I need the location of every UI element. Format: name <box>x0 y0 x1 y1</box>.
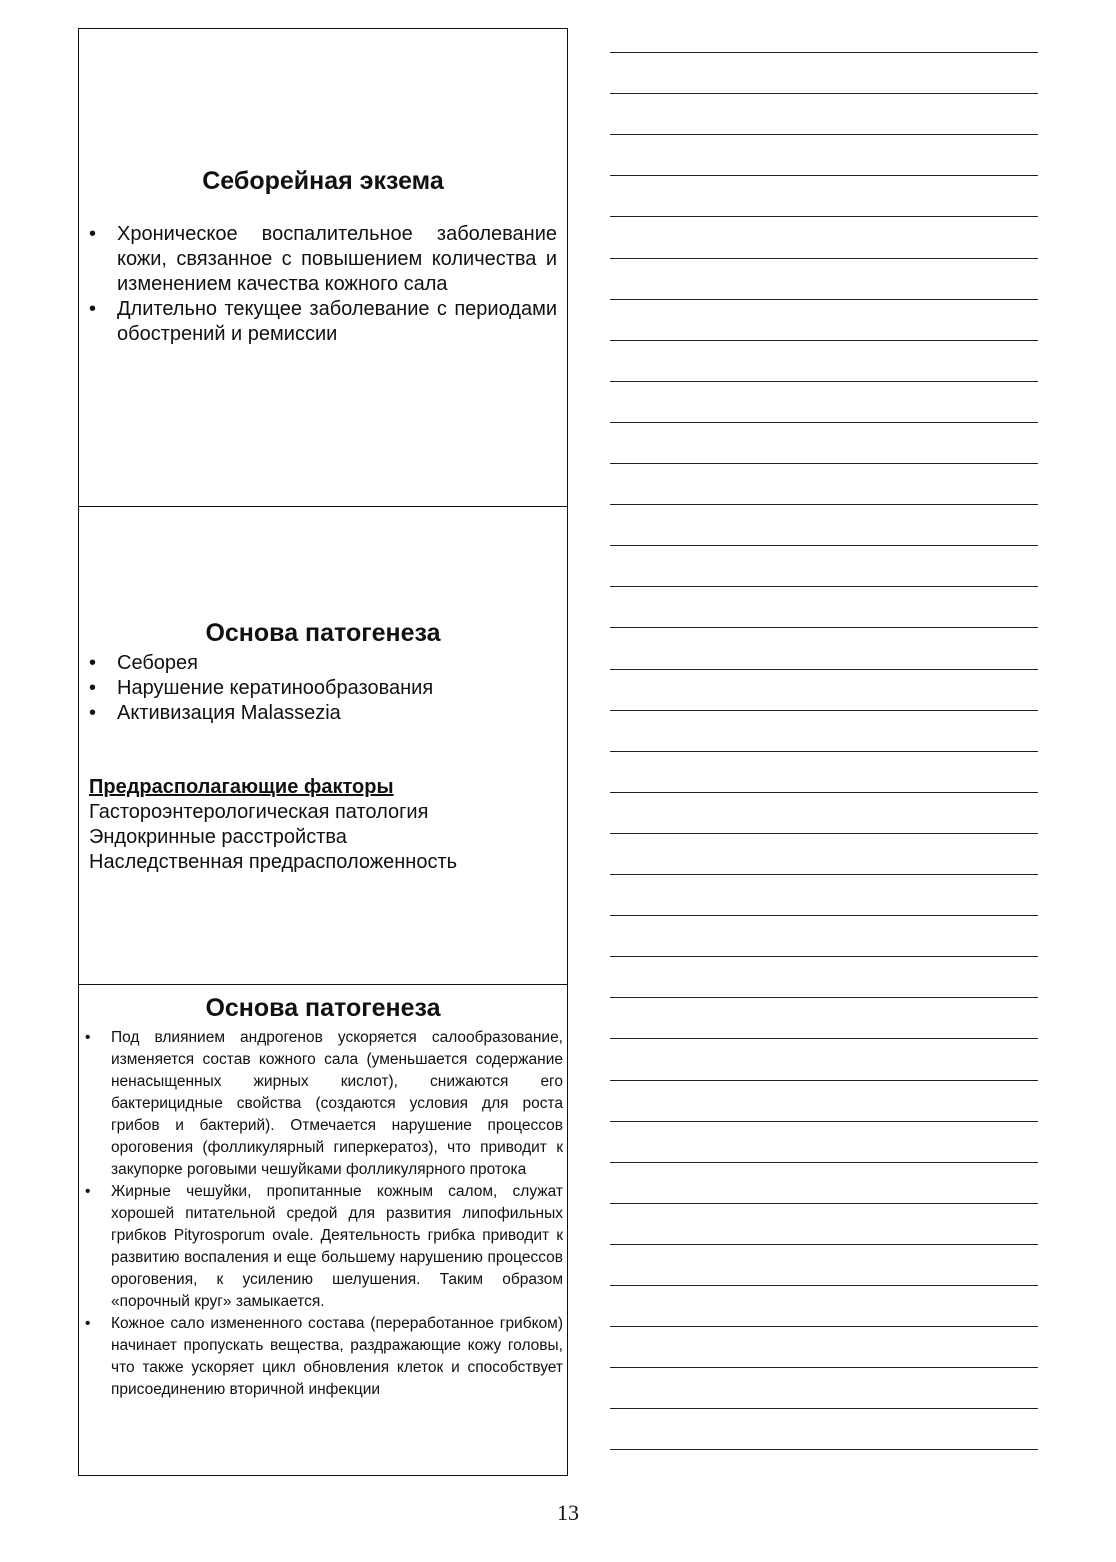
note-line <box>610 1203 1038 1204</box>
bullet-item: • Нарушение кератинообразования <box>89 676 557 701</box>
note-line <box>610 1162 1038 1163</box>
slide-title: Основа патогенеза <box>205 994 441 1022</box>
factor-item: Эндокринные расстройства <box>89 826 347 848</box>
note-line <box>610 299 1038 300</box>
note-line <box>610 134 1038 135</box>
page-number: 13 <box>557 1500 579 1525</box>
factor-item: Гастороэнтерологическая патология <box>89 801 429 823</box>
slides-column <box>78 28 568 1476</box>
note-line <box>610 463 1038 464</box>
note-line <box>610 997 1038 998</box>
note-line <box>610 93 1038 94</box>
bullet-item: • Жирные чешуйки, пропитанные кожным салом, служат хорошей питательной средой для развития липофильных грибков Pityrosporum ovale. Деятельность грибка приводит к развитию воспаления и еще большему нарушению процессов ороговения, к усилению шелушения. Таким образом «порочный круг» замыкается. <box>83 1181 563 1313</box>
bullet-list <box>89 651 557 726</box>
note-line <box>610 1367 1038 1368</box>
bullet-list <box>89 222 557 347</box>
bullet-item: • Длительно текущее заболевание с периодами обострений и ремиссии <box>89 297 557 347</box>
note-line <box>610 1285 1038 1286</box>
note-line <box>610 340 1038 341</box>
note-line <box>610 1449 1038 1450</box>
slide-pathogenesis-basis <box>79 507 567 985</box>
note-line <box>610 874 1038 875</box>
note-line <box>610 586 1038 587</box>
slide-title: Себорейная экзема <box>202 167 444 195</box>
note-line <box>610 216 1038 217</box>
note-line <box>610 669 1038 670</box>
note-line <box>610 422 1038 423</box>
bullet-item: • Себорея <box>89 651 557 676</box>
note-line <box>610 1326 1038 1327</box>
note-line <box>610 1080 1038 1081</box>
note-line <box>610 258 1038 259</box>
factors-heading: Предрасполагающие факторы <box>89 776 394 798</box>
bullet-list <box>79 1027 567 1401</box>
note-line <box>610 627 1038 628</box>
slide-seborrheic-eczema <box>79 29 567 507</box>
note-line <box>610 833 1038 834</box>
note-line <box>610 52 1038 53</box>
note-line <box>610 1408 1038 1409</box>
factor-item: Наследственная предрасположенность <box>89 851 458 873</box>
note-line <box>610 1038 1038 1039</box>
note-line <box>610 381 1038 382</box>
bullet-item: • Кожное сало измененного состава (переработанное грибком) начинает пропускать вещества, раздражающие кожу головы, что также ускоряет цикл обновления клеток и способствует присоединению вторичной инфекции <box>83 1313 563 1401</box>
note-line <box>610 792 1038 793</box>
bullet-item: • Активизация Malassezia <box>89 701 557 726</box>
bullet-item: • Под влиянием андрогенов ускоряется салообразование, изменяется состав кожного сала (уменьшается содержание ненасыщенных жирных кислот), снижаются его бактерицидные свойства (создаются условия для роста грибов и бактерий). Отмечается нарушение процессов ороговения (фолликулярный гиперкератоз), что приводит к закупорке роговыми чешуйками фолликулярного протока <box>83 1027 563 1181</box>
predisposing-factors <box>89 775 557 875</box>
slide-title: Основа патогенеза <box>205 619 441 647</box>
note-lines <box>610 52 1038 1472</box>
note-line <box>610 710 1038 711</box>
note-line <box>610 751 1038 752</box>
slide-pathogenesis-details <box>79 985 567 1475</box>
note-line <box>610 1121 1038 1122</box>
note-line <box>610 175 1038 176</box>
note-line <box>610 545 1038 546</box>
note-line <box>610 915 1038 916</box>
bullet-item: • Хроническое воспалительное заболевание кожи, связанное с повышением количества и изменением качества кожного сала <box>89 222 557 297</box>
note-line <box>610 1244 1038 1245</box>
note-line <box>610 504 1038 505</box>
note-line <box>610 956 1038 957</box>
